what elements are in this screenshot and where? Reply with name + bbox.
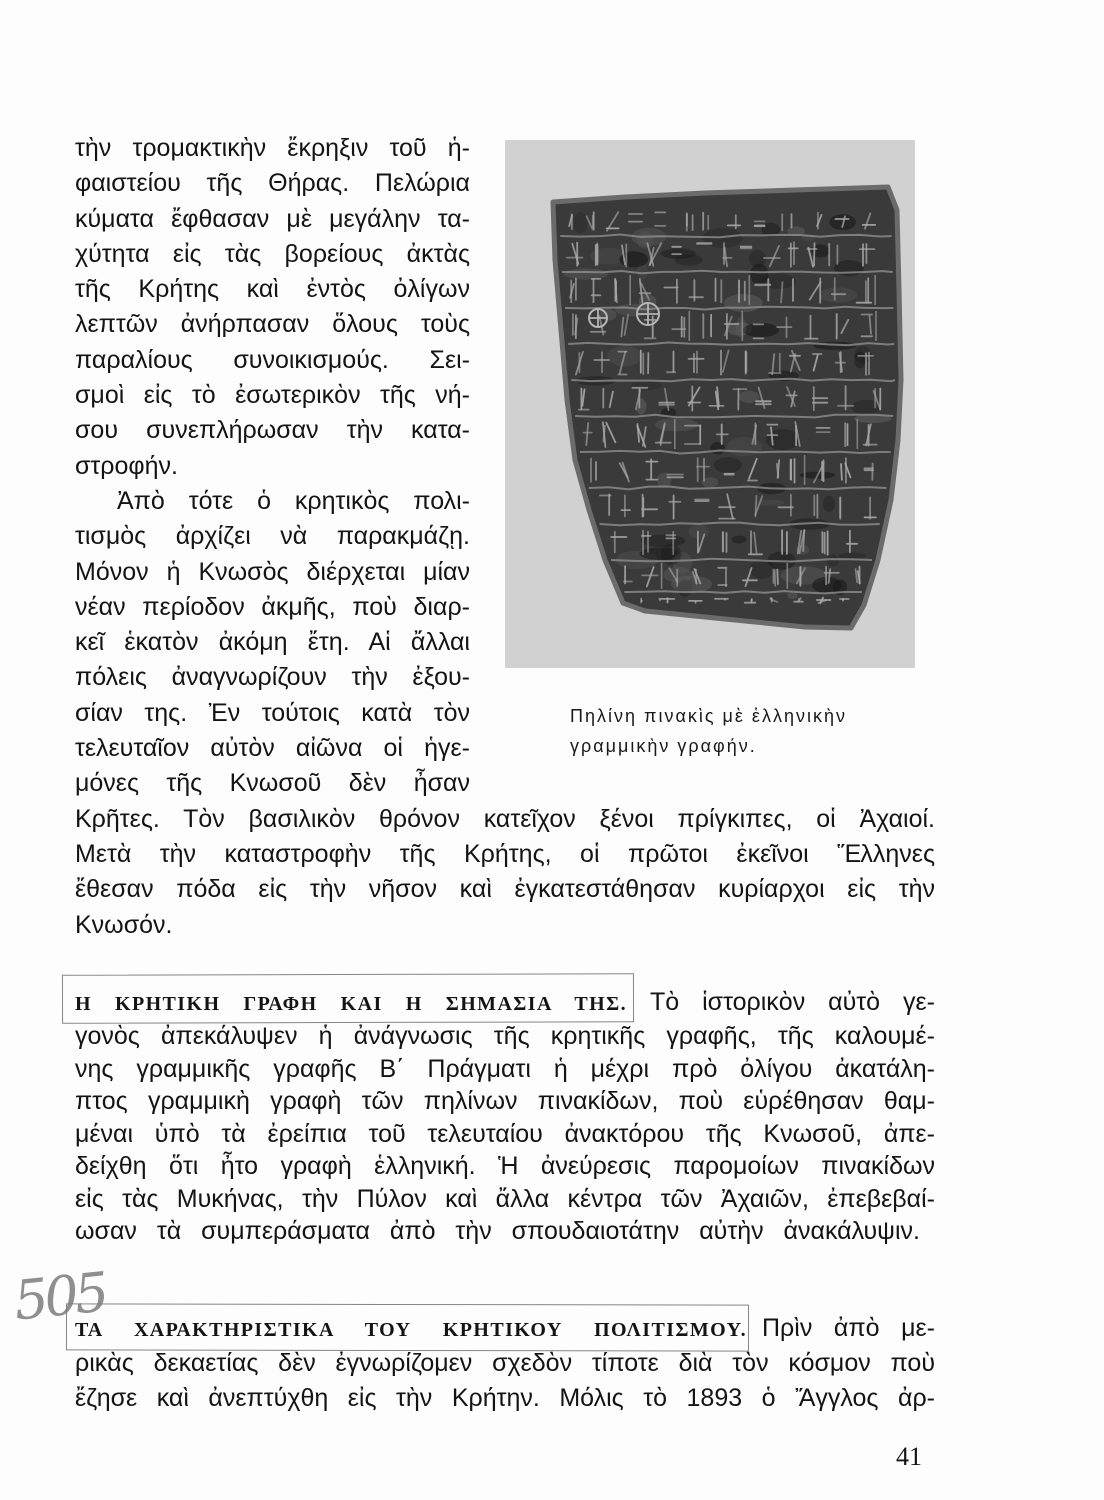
section-heading: ΤΑ ΧΑΡΑΚΤΗΡΙΣΤΙΚΑ ΤΟΥ ΚΡΗΤΙΚΟΥ ΠΟΛΙΤΙΣΜΟΥ. — [75, 1319, 747, 1341]
text-line: Κρῆτες. Τὸν βασιλικὸν θρόνον κατεῖχον ξένοι πρίγκιπες, οἱ Ἀχαιοί. — [75, 804, 935, 833]
text-line: σου συνεπλήρωσαν τὴν κατα- — [75, 416, 470, 445]
tablet-sign-stroke — [775, 570, 776, 585]
text-line: ωσαν τὰ συμπεράσματα ἀπὸ τὴν σπουδαιοτάτην αὐτὴν ἀνακάλυψιν. — [75, 1217, 920, 1245]
tablet-blotch — [564, 269, 608, 280]
text-line: μέναι ὑπὸ τὰ ἐρείπια τοῦ τελευταίου ἀνακτόρου τῆς Κνωσοῦ, ἀπε- — [75, 1119, 935, 1148]
tablet-blotch — [736, 317, 747, 338]
text-line: Τὸ ἱστορικὸν αὐτὸ γε- — [650, 988, 935, 1016]
tablet-blotch — [724, 294, 763, 312]
text-line: Κνωσόν. — [75, 910, 173, 939]
tablet-blotch — [834, 260, 864, 276]
section-cretan-script — [75, 984, 935, 1248]
tablet-blotch — [727, 437, 763, 456]
text-line: Ἀπὸ τότε ὁ κρητικὸς πολι- — [117, 486, 470, 515]
section-heading: Η ΚΡΗΤΙΚΗ ΓΡΑΦΗ ΚΑΙ Η ΣΗΜΑΣΙΑ ΤΗΣ. — [75, 993, 627, 1015]
text-line: ἔθεσαν πόδα εἰς τὴν νῆσον καὶ ἐγκατεστάθησαν κυρίαρχοι εἰς τὴν — [75, 875, 935, 904]
tablet-blotch — [689, 524, 709, 538]
text-line: παραλίους συνοικισμούς. Σει- — [75, 345, 470, 374]
text-line: εἰς τὰς Μυκήνας, τὴν Πύλον καὶ ἄλλα κέντρα τῶν Ἀχαιῶν, ἐπεβεβαί- — [75, 1184, 935, 1213]
text-line: Πρὶν ἀπὸ με- — [762, 1314, 935, 1342]
text-line: κύματα ἔφθασαν μὲ μεγάλην τα- — [75, 204, 470, 233]
clay-tablet-image — [505, 140, 915, 668]
tablet-blotch — [827, 555, 839, 567]
handwritten-annotation: 505 — [10, 1260, 109, 1333]
text-line: νης γραμμικῆς γραφῆς Β΄ Πράγματι ἡ μέχρι πρὸ ὀλίγου ἀκατάλη- — [75, 1054, 935, 1083]
tablet-blotch — [854, 351, 866, 368]
text-line: ρικὰς δεκαετίας δὲν ἐγνωρίζομεν σχεδὸν τίποτε διὰ τὸν κόσμον ποὺ — [75, 1349, 935, 1377]
text-line: δείχθη ὅτι ἦτο γραφὴ ἑλληνική. Ἡ ἀνεύρεσις παρομοίων πινακίδων — [75, 1152, 935, 1180]
tablet-blotch — [714, 457, 742, 473]
text-line: Μόνον ἡ Κνωσὸς διέρχεται μίαν — [75, 557, 470, 586]
text-line: τισμὸς ἀρχίζει νὰ παρακμάζῃ. — [75, 522, 470, 551]
section-heading-row — [75, 1311, 935, 1346]
clay-tablet-photo — [505, 140, 915, 668]
text-line: μόνες τῆς Κνωσοῦ δὲν ἦσαν — [75, 769, 470, 798]
text-line: πτος γραμμικὴ γραφὴ τῶν πηλίνων πινακίδων, ποὺ εὑρέθησαν θαμ- — [75, 1087, 935, 1115]
text-line: πόλεις ἀναγνωρίζουν τὴν ἐξου- — [75, 663, 470, 692]
text-line: κεῖ ἑκατὸν ἀκόμη ἔτη. Αἱ ἄλλαι — [75, 628, 470, 657]
text-line: τῆς Κρήτης καὶ ἐντὸς ὀλίγων — [75, 275, 470, 304]
text-line: χύτητα εἰς τὰς βορείους ἀκτὰς — [75, 239, 470, 268]
figure-caption — [570, 701, 910, 761]
tablet-sign-stroke — [777, 570, 778, 585]
text-line: Μετὰ τὴν καταστροφὴν τῆς Κρήτης, οἱ πρῶτοι ἐκεῖνοι Ἕλληνες — [75, 839, 935, 868]
text-line: σίαν της. Ἐν τούτοις κατὰ τὸν — [75, 698, 470, 727]
text-line: στροφήν. — [75, 451, 178, 480]
tablet-blotch — [851, 400, 881, 415]
page-number: 41 — [896, 1442, 922, 1471]
text-line: φαιστείου τῆς Θήρας. Πελώρια — [75, 169, 470, 198]
section-cretan-civilization — [75, 1311, 935, 1415]
tablet-sign-stroke — [814, 243, 815, 265]
tablet-blotch — [732, 536, 747, 544]
text-line: τὴν τρομακτικὴν ἔκρηξιν τοῦ ἡ- — [75, 134, 470, 162]
caption-line: Πηλίνη πινακὶς μὲ ἑλληνικὴν — [570, 706, 847, 726]
text-line: νέαν περίοδον ἀκμῆς, ποὺ διαρ- — [75, 592, 470, 621]
tablet-blotch — [710, 442, 725, 455]
tablet-blotch — [787, 592, 798, 599]
caption-line: γραμμικὴν γραφήν. — [570, 736, 757, 756]
tablet-sign-stroke — [841, 464, 842, 480]
text-line: λεπτῶν ἀνήρπασαν ὅλους τοὺς — [75, 310, 470, 339]
section-heading-row — [75, 984, 935, 1020]
tablet-blotch — [760, 274, 796, 289]
tablet-blotch — [574, 212, 588, 233]
text-line: σμοὶ εἰς τὸ ἐσωτερικὸν τῆς νή- — [75, 381, 470, 410]
text-line: τελευταῖον αὐτὸν αἰῶνα οἱ ἡγε- — [75, 734, 470, 763]
tablet-blotch — [823, 496, 835, 512]
text-line: γονὸς ἀπεκάλυψεν ἡ ἀνάγνωσις τῆς κρητικῆς γραφῆς, τῆς καλουμέ- — [75, 1022, 935, 1050]
text-line: ἔζησε καὶ ἀνεπτύχθη εἰς τὴν Κρήτην. Μόλις τὸ 1893 ὁ Ἄγγλος ἀρ- — [75, 1383, 935, 1412]
